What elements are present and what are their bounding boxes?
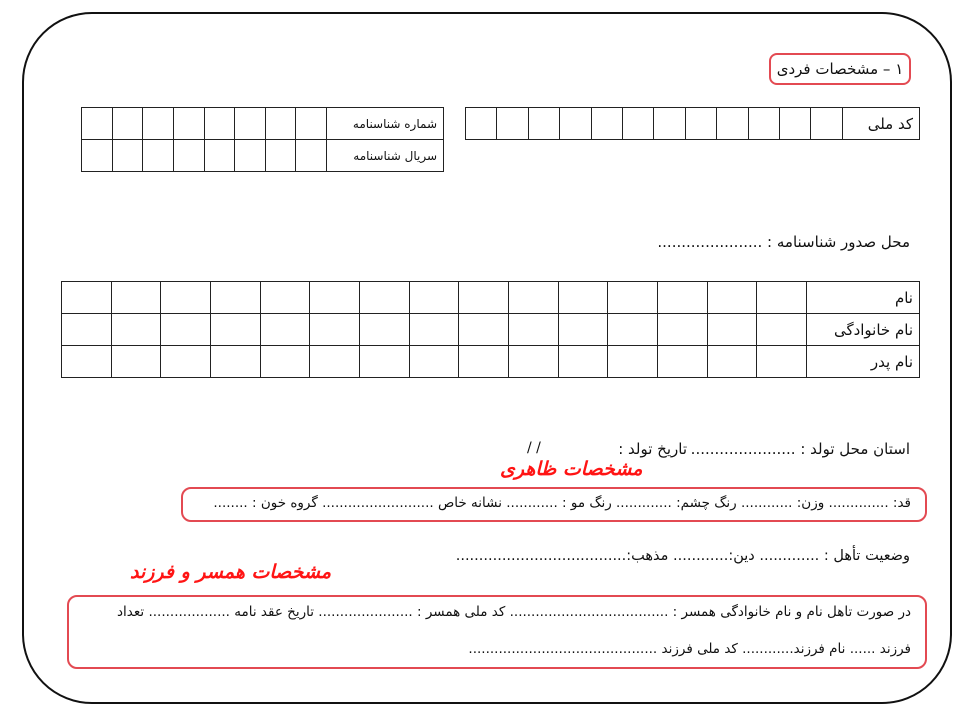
family-name-cell[interactable] bbox=[757, 314, 807, 346]
national-code-cell[interactable] bbox=[717, 108, 748, 140]
name-cell[interactable] bbox=[459, 282, 509, 314]
name-cell[interactable] bbox=[111, 282, 161, 314]
id-serial-label: سریال شناسنامه bbox=[327, 140, 444, 172]
national-code-cell[interactable] bbox=[780, 108, 811, 140]
father-name-cell[interactable] bbox=[310, 346, 360, 378]
id-number-cell[interactable] bbox=[173, 108, 204, 140]
father-name-cell[interactable] bbox=[161, 346, 211, 378]
section-personal-info-title bbox=[769, 53, 911, 85]
id-serial-cell[interactable] bbox=[143, 140, 174, 172]
issue-place-field[interactable]: محل صدور شناسنامه : ...................... bbox=[657, 233, 910, 251]
father-name-cell[interactable] bbox=[210, 346, 260, 378]
father-name-cell[interactable] bbox=[359, 346, 409, 378]
family-name-label: نام خانوادگی bbox=[807, 314, 920, 346]
national-code-cell[interactable] bbox=[623, 108, 654, 140]
family-name-cell[interactable] bbox=[459, 314, 509, 346]
spouse-info-line1[interactable]: در صورت تاهل نام و نام خانوادگی همسر : ..................................... کد ملی همسر : ...................... تاریخ عقد نامه ................... تعداد bbox=[117, 604, 911, 620]
national-code-cell[interactable] bbox=[560, 108, 591, 140]
father-name-cell[interactable] bbox=[260, 346, 310, 378]
national-code-cell[interactable] bbox=[528, 108, 559, 140]
family-name-cell[interactable] bbox=[608, 314, 658, 346]
national-code-cell[interactable] bbox=[748, 108, 779, 140]
father-name-cell[interactable] bbox=[409, 346, 459, 378]
father-name-cell[interactable] bbox=[657, 346, 707, 378]
spouse-section-title: مشخصات همسر و فرزند bbox=[130, 561, 332, 583]
name-cell[interactable] bbox=[757, 282, 807, 314]
family-name-cell[interactable] bbox=[62, 314, 112, 346]
name-cell[interactable] bbox=[657, 282, 707, 314]
family-name-cell[interactable] bbox=[558, 314, 608, 346]
id-serial-cell[interactable] bbox=[204, 140, 235, 172]
family-name-cell[interactable] bbox=[161, 314, 211, 346]
national-code-table bbox=[465, 107, 920, 140]
id-number-cell[interactable] bbox=[296, 108, 327, 140]
id-serial-cell[interactable] bbox=[296, 140, 327, 172]
name-cell[interactable] bbox=[558, 282, 608, 314]
birth-province-field[interactable]: استان محل تولد : ...................... bbox=[690, 440, 910, 458]
birth-date-label: تاریخ تولد : bbox=[618, 440, 687, 458]
family-name-cell[interactable] bbox=[210, 314, 260, 346]
national-code-label: کد ملی bbox=[843, 108, 920, 140]
national-code-cell[interactable] bbox=[654, 108, 685, 140]
id-card-table bbox=[81, 107, 444, 172]
id-number-cell[interactable] bbox=[82, 108, 113, 140]
id-number-label: شماره شناسنامه bbox=[327, 108, 444, 140]
father-name-cell[interactable] bbox=[508, 346, 558, 378]
family-name-cell[interactable] bbox=[260, 314, 310, 346]
id-number-cell[interactable] bbox=[112, 108, 143, 140]
father-name-cell[interactable] bbox=[111, 346, 161, 378]
family-name-cell[interactable] bbox=[657, 314, 707, 346]
name-cell[interactable] bbox=[161, 282, 211, 314]
id-number-cell[interactable] bbox=[235, 108, 266, 140]
id-serial-cell[interactable] bbox=[82, 140, 113, 172]
name-cell[interactable] bbox=[508, 282, 558, 314]
national-code-cell[interactable] bbox=[591, 108, 622, 140]
name-cell[interactable] bbox=[707, 282, 757, 314]
national-code-cell[interactable] bbox=[466, 108, 497, 140]
id-number-cell[interactable] bbox=[265, 108, 296, 140]
family-name-cell[interactable] bbox=[508, 314, 558, 346]
national-code-cell[interactable] bbox=[685, 108, 716, 140]
birth-date-slashes[interactable]: / / bbox=[527, 440, 541, 456]
spouse-info-line2[interactable]: فرزند ...... نام فرزند............ کد ملی فرزند ............................................ bbox=[468, 641, 911, 657]
father-name-cell[interactable] bbox=[608, 346, 658, 378]
name-cell[interactable] bbox=[608, 282, 658, 314]
name-cell[interactable] bbox=[62, 282, 112, 314]
father-name-cell[interactable] bbox=[707, 346, 757, 378]
section-title-text: ۱ – مشخصات فردی bbox=[776, 60, 904, 78]
names-table bbox=[61, 281, 920, 378]
father-name-cell[interactable] bbox=[62, 346, 112, 378]
id-serial-cell[interactable] bbox=[173, 140, 204, 172]
id-serial-cell[interactable] bbox=[235, 140, 266, 172]
appearance-section-title: مشخصات ظاهری bbox=[500, 458, 643, 480]
name-cell[interactable] bbox=[260, 282, 310, 314]
family-name-cell[interactable] bbox=[310, 314, 360, 346]
id-number-cell[interactable] bbox=[204, 108, 235, 140]
father-name-cell[interactable] bbox=[558, 346, 608, 378]
father-name-cell[interactable] bbox=[459, 346, 509, 378]
id-number-cell[interactable] bbox=[143, 108, 174, 140]
father-name-label: نام پدر bbox=[807, 346, 920, 378]
marital-status-fields[interactable]: وضعیت تأهل : ............. دین:............ مذهب:..................................... bbox=[455, 548, 910, 564]
family-name-cell[interactable] bbox=[111, 314, 161, 346]
appearance-fields[interactable]: قد: .............. وزن: ............ رنگ چشم: ............. رنگ مو : ............ نشانه خاص .......................... گروه خون : ........ bbox=[213, 495, 911, 511]
family-name-cell[interactable] bbox=[359, 314, 409, 346]
family-name-cell[interactable] bbox=[707, 314, 757, 346]
father-name-cell[interactable] bbox=[757, 346, 807, 378]
family-name-cell[interactable] bbox=[409, 314, 459, 346]
id-serial-cell[interactable] bbox=[112, 140, 143, 172]
id-serial-cell[interactable] bbox=[265, 140, 296, 172]
name-cell[interactable] bbox=[409, 282, 459, 314]
name-cell[interactable] bbox=[310, 282, 360, 314]
national-code-cell[interactable] bbox=[811, 108, 843, 140]
first-name-label: نام bbox=[807, 282, 920, 314]
name-cell[interactable] bbox=[210, 282, 260, 314]
national-code-cell[interactable] bbox=[497, 108, 528, 140]
name-cell[interactable] bbox=[359, 282, 409, 314]
